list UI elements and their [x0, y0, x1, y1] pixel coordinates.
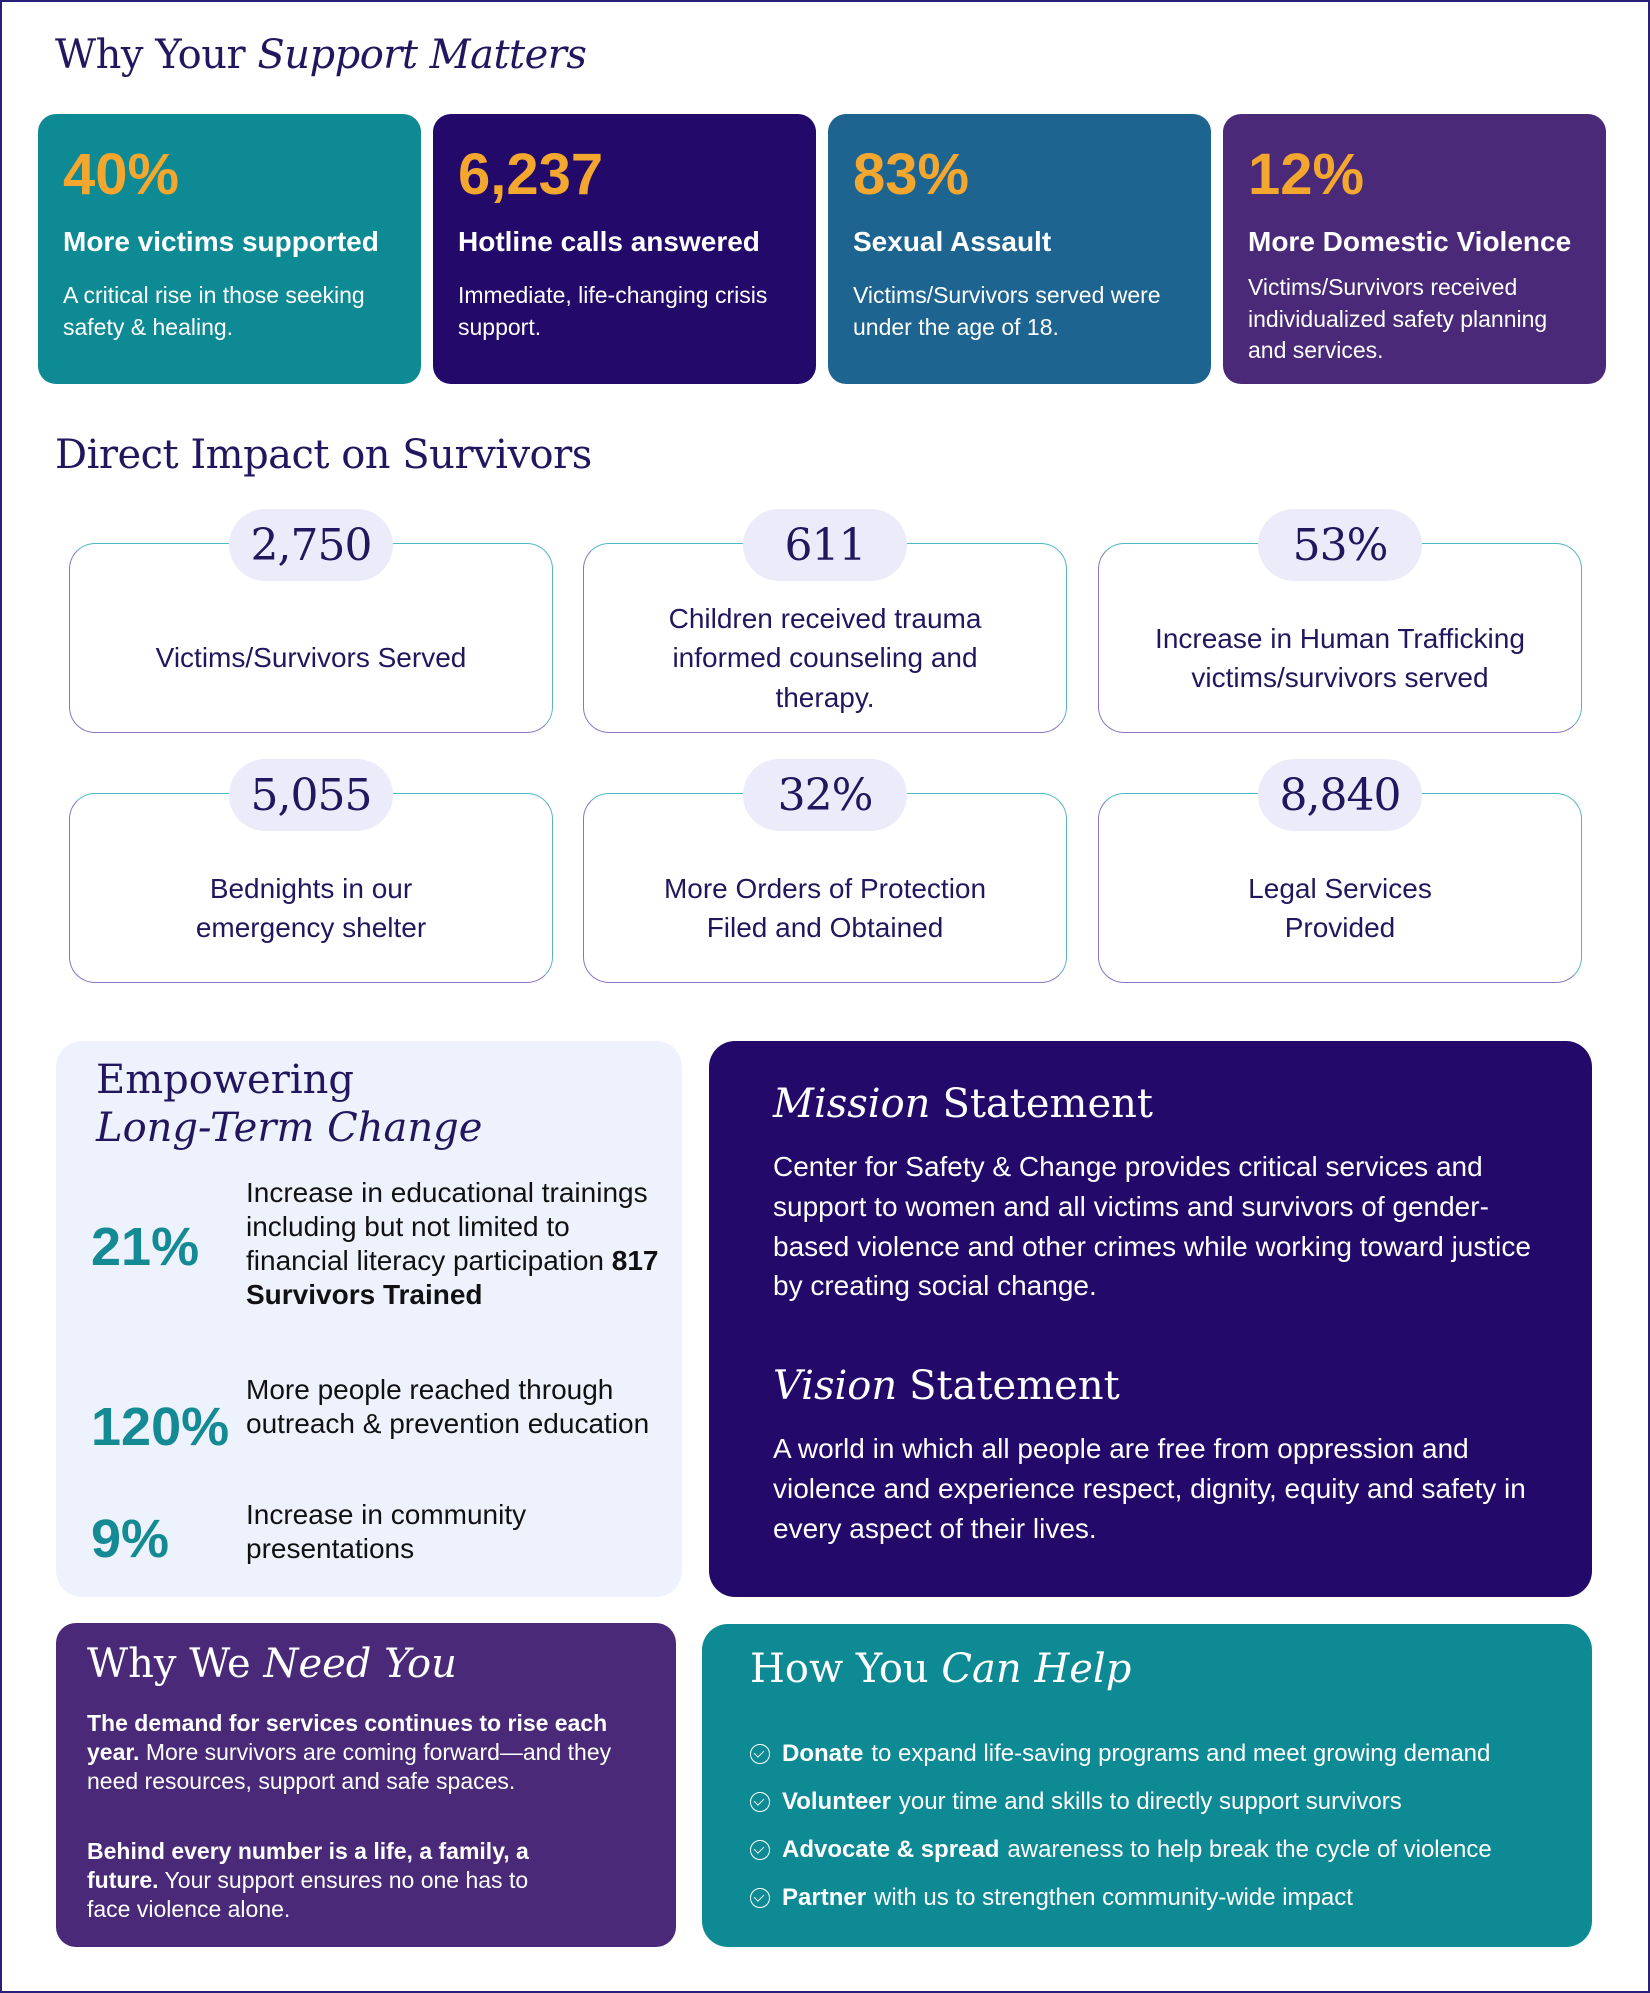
help-item-advocate: Advocate & spread awareness to help break the cycle of violence — [750, 1826, 1492, 1874]
stat-heading: Sexual Assault — [853, 226, 1052, 257]
stat-description: Victims/Survivors received individualized safety planning and services. — [1248, 274, 1548, 364]
stat-description: A critical rise in those seeking safety & healing. — [63, 282, 365, 340]
mission-text: Center for Safety & Change provides critical services and support to women and all victims and survivors of gender-based violence and other crimes while working toward justice by creating social change. — [773, 1151, 1531, 1302]
empowering-percent: 120% — [91, 1397, 230, 1457]
impact-label: Bednights in our emergency shelter — [195, 872, 427, 943]
check-circle-icon — [750, 1888, 770, 1908]
empowering-text: Increase in educational trainings including but not limited to financial literacy participation 817 Survivors Trained — [246, 1177, 659, 1311]
impact-number: 2,750 — [229, 509, 393, 581]
impact-label: More Orders of Protection Filed and Obtained — [663, 872, 987, 943]
stat-heading: More victims supported — [63, 226, 379, 257]
empowering-percent: 9% — [91, 1509, 170, 1569]
impact-label: Increase in Human Trafficking victims/survivors served — [1155, 622, 1525, 693]
empowering-item — [91, 1373, 661, 1483]
impact-label: Children received trauma informed counseling and therapy. — [668, 603, 982, 713]
impact-number: 611 — [743, 509, 907, 581]
help-list — [750, 1730, 1492, 1922]
vision-text: A world in which all people are free from oppression and violence and experience respect, dignity, equity and safety in every aspect of their lives. — [773, 1433, 1526, 1544]
impact-box-survivors-served — [69, 519, 553, 733]
empowering-item — [91, 1498, 661, 1578]
empowering-panel — [56, 1041, 682, 1597]
impact-box-legal-services — [1098, 769, 1582, 983]
impact-label: Legal Services Provided — [1248, 872, 1432, 943]
vision-title: Vision Statement — [773, 1363, 1120, 1409]
help-item-donate: Donate to expand life-saving programs and meet growing demand — [750, 1730, 1492, 1778]
stat-number: 12% — [1248, 142, 1365, 207]
mission-title: Mission Statement — [773, 1081, 1153, 1127]
impact-box-children — [583, 519, 1067, 733]
impact-number: 8,840 — [1258, 759, 1422, 831]
impact-box-orders-protection — [583, 769, 1067, 983]
stat-heading: Hotline calls answered — [458, 226, 760, 257]
mission-vision-panel — [709, 1041, 1592, 1597]
stat-card-hotline — [433, 114, 816, 384]
empowering-percent: 21% — [91, 1217, 200, 1277]
impact-number: 5,055 — [229, 759, 393, 831]
empowering-title: Empowering Long-Term Change — [96, 1057, 483, 1151]
empowering-text: More people reached through outreach & prevention education — [246, 1374, 650, 1440]
stat-number: 6,237 — [458, 142, 604, 207]
empowering-item — [91, 1176, 661, 1346]
help-item-partner: Partner with us to strengthen community-wide impact — [750, 1874, 1492, 1922]
support-title: Why Your Support Matters — [55, 32, 587, 78]
stat-description: Immediate, life-changing crisis support. — [458, 282, 768, 340]
check-circle-icon — [750, 1744, 770, 1764]
check-circle-icon — [750, 1840, 770, 1860]
empowering-text: Increase in community presentations — [246, 1499, 527, 1565]
impact-label: Victims/Survivors Served — [155, 642, 467, 674]
how-you-can-help-panel — [702, 1624, 1592, 1947]
impact-number: 53% — [1258, 509, 1422, 581]
impact-box-trafficking — [1098, 519, 1582, 733]
impact-number: 32% — [743, 759, 907, 831]
why-need-you-title: Why We Need You — [87, 1641, 457, 1687]
check-circle-icon — [750, 1792, 770, 1812]
stat-number: 83% — [853, 142, 970, 207]
why-need-you-panel — [56, 1623, 676, 1947]
why-paragraph-demand: The demand for services continues to rise each year. More survivors are coming forward—and they need resources, support and safe spaces. — [87, 1710, 612, 1795]
stat-number: 40% — [63, 142, 180, 207]
stat-description: Victims/Survivors served were under the age of 18. — [853, 282, 1161, 340]
why-paragraph-life: Behind every number is a life, a family, a future. Your support ensures no one has to face violence alone. — [87, 1838, 529, 1923]
impact-box-bednights — [69, 769, 553, 983]
impact-title: Direct Impact on Survivors — [55, 432, 592, 478]
help-item-volunteer: Volunteer your time and skills to directly support survivors — [750, 1778, 1492, 1826]
stat-card-victims — [38, 114, 421, 384]
help-title: How You Can Help — [750, 1646, 1132, 1692]
stat-heading: More Domestic Violence — [1248, 226, 1572, 257]
stat-card-domestic-violence — [1223, 114, 1606, 384]
stat-card-sexual-assault — [828, 114, 1211, 384]
